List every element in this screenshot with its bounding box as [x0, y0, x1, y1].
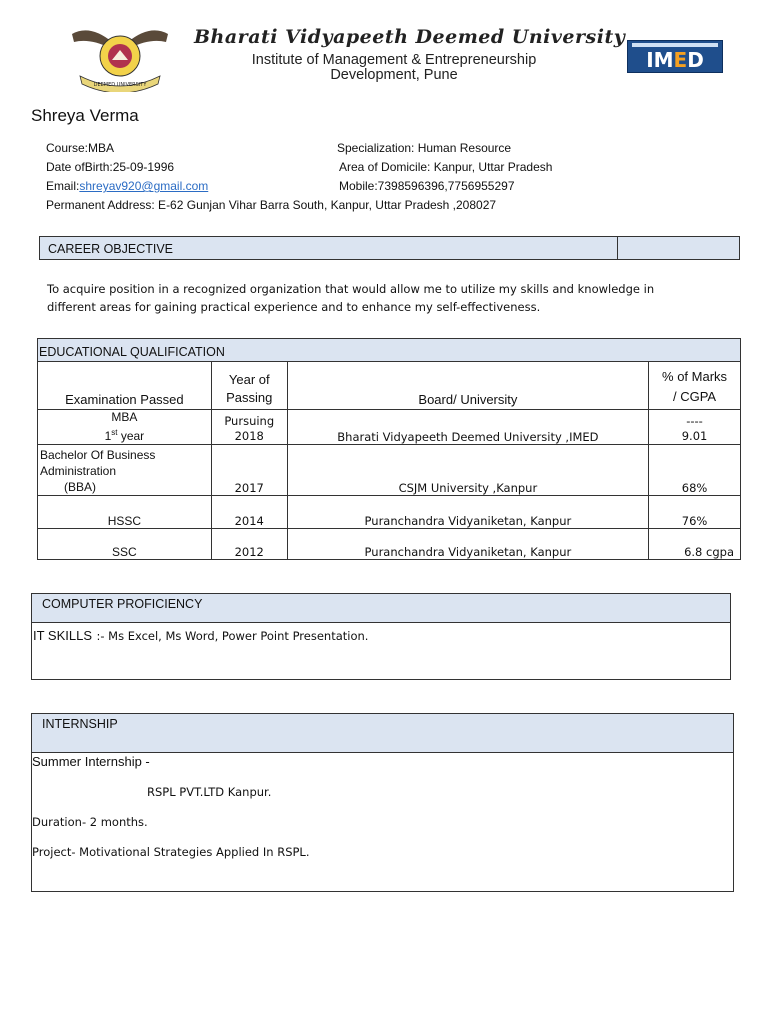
institute-line-1: Institute of Management & Entrepreneurship [251, 52, 537, 68]
it-skills [33, 627, 368, 645]
marks-cell: 76% [649, 496, 741, 529]
summer-internship-label: Summer Internship - [32, 754, 150, 769]
board-cell: Puranchandra Vidyaniketan, Kanpur [287, 496, 648, 529]
computer-proficiency-heading: COMPUTER PROFICIENCY [42, 597, 203, 611]
internship-duration: Duration- 2 months. [32, 815, 148, 829]
area-of-domicile: Area of Domicile: Kanpur, Uttar Pradesh [339, 160, 553, 174]
date-of-birth: Date ofBirth:25-09-1996 [46, 160, 175, 174]
table-row [38, 410, 741, 445]
it-skills-label: IT SKILLS [33, 628, 93, 643]
computer-proficiency-header [31, 593, 731, 623]
internship-body [31, 752, 734, 892]
year-cell: Pursuing 2018 [211, 410, 287, 445]
candidate-name: Shreya Verma [31, 106, 139, 125]
col-board: Board/ University [287, 362, 648, 410]
year-cell: 2017 [211, 445, 287, 496]
table-row [38, 529, 741, 560]
career-objective-header [39, 236, 740, 260]
career-objective-heading: CAREER OBJECTIVE [48, 242, 174, 256]
education-heading: EDUCATIONAL QUALIFICATION [39, 345, 225, 359]
education-table [37, 361, 741, 560]
computer-proficiency-body [31, 622, 731, 680]
col-exam: Examination Passed [38, 362, 212, 410]
marks-cell: 68% [649, 445, 741, 496]
col-year: Year of Passing [211, 362, 287, 410]
board-cell: Puranchandra Vidyaniketan, Kanpur [287, 529, 648, 560]
it-skills-text: :- Ms Excel, Ms Word, Power Point Presentation. [96, 629, 369, 643]
exam-cell: Bachelor Of Business Administration (BBA) [38, 445, 212, 496]
email-link[interactable]: shreyav920@gmail.com [79, 179, 209, 193]
svg-text:DEEMED UNIVERSITY: DEEMED UNIVERSITY [93, 82, 147, 88]
internship-heading: INTERNSHIP [42, 717, 118, 731]
education-header [37, 338, 741, 362]
marks-cell: ---- 9.01 [649, 410, 741, 445]
exam-cell: SSC [38, 529, 212, 560]
imed-logo: IMED [627, 40, 723, 73]
table-header-row [38, 362, 741, 410]
exam-cell: MBA 1st year [38, 410, 212, 445]
board-cell: CSJM University ,Kanpur [287, 445, 648, 496]
course: Course:MBA [46, 141, 115, 155]
marks-cell: 6.8 cgpa [649, 529, 741, 560]
email-row [46, 179, 208, 193]
table-row [38, 445, 741, 496]
year-cell: 2012 [211, 529, 287, 560]
career-objective-line-1: To acquire position in a recognized organization that would allow me to utilize my skills and knowledge in [47, 282, 655, 296]
university-name: Bharati Vidyapeeth Deemed University [194, 26, 626, 48]
university-logo [70, 22, 170, 92]
exam-cell: HSSC [38, 496, 212, 529]
board-cell: Bharati Vidyapeeth Deemed University ,IMED [287, 410, 648, 445]
internship-project: Project- Motivational Strategies Applied In RSPL. [32, 845, 310, 859]
col-marks: % of Marks / CGPA [649, 362, 741, 410]
internship-header [31, 713, 734, 753]
career-objective-line-2: different areas for gaining practical experience and to enhance my self-effectiveness. [47, 300, 541, 314]
specialization: Specialization: Human Resource [337, 141, 512, 155]
year-cell: 2014 [211, 496, 287, 529]
permanent-address: Permanent Address: E-62 Gunjan Vihar Barra South, Kanpur, Uttar Pradesh ,208027 [46, 198, 497, 212]
email-label: Email: [46, 179, 80, 193]
institute-line-2: Development, Pune [330, 67, 458, 83]
internship-company: RSPL PVT.LTD Kanpur. [147, 785, 272, 799]
table-row [38, 496, 741, 529]
mobile: Mobile:7398596396,7756955297 [339, 179, 515, 193]
